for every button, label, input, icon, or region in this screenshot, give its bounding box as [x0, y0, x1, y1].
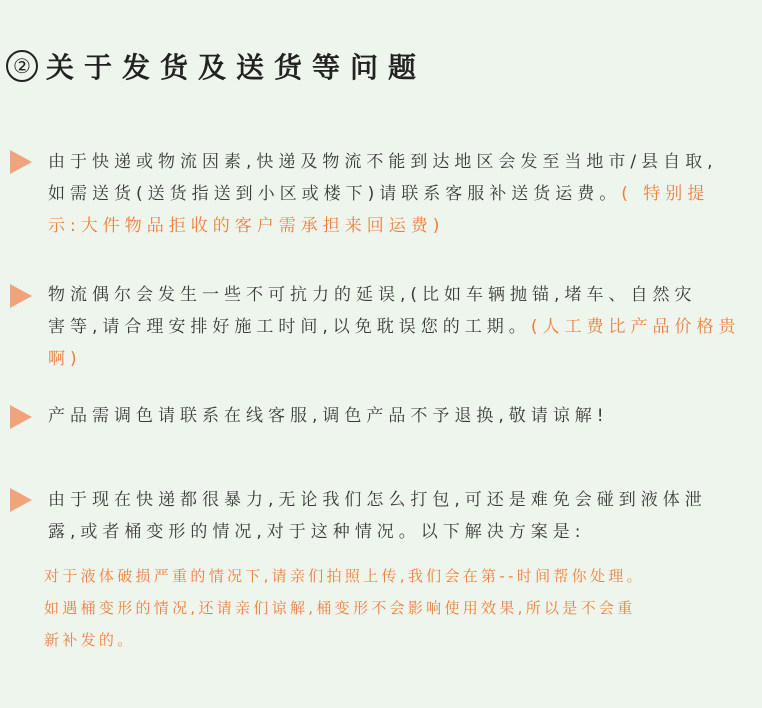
arrow-right-icon — [10, 150, 32, 174]
text-line: 如需送货(送货指送到小区或楼下)请联系客服补送货运费。( 特别提 — [48, 184, 710, 204]
highlight-text: ( 特别提 — [621, 184, 710, 204]
text-line: 物流偶尔会发生一些不可抗力的延误,(比如车辆抛锚,堵车、自然灾 — [48, 285, 697, 305]
text-line: 由于现在快递都很暴力,无论我们怎么打包,可还是难免会碰到液体泄 — [48, 490, 707, 510]
notice-item-4-note: 对于液体破损严重的情况下,请亲们拍照上传,我们会在第--时间帮你处理。 — [44, 567, 645, 585]
highlight-text: (人工费比产品价格贵 — [530, 317, 741, 337]
arrow-right-icon — [10, 488, 32, 512]
section-number: ② — [6, 50, 38, 82]
section-heading: 关于发货及送货等问题 — [46, 51, 427, 84]
text-line — [48, 210, 762, 242]
notice-item-4-text — [48, 484, 762, 548]
text-line: 害等,请合理安排好施工时间,以免耽误您的工期。(人工费比产品价格贵 — [48, 317, 741, 337]
text-line: 露,或者桶变形的情况,对于这种情况。以下解决方案是: — [48, 522, 586, 542]
arrow-right-icon — [10, 284, 32, 308]
notice-item-1-text — [48, 146, 762, 242]
highlight-text: 啊) — [48, 349, 82, 369]
text-line — [48, 343, 762, 375]
notice-item-4-note: 新补发的。 — [44, 631, 136, 649]
text-line: 产品需调色请联系在线客服,调色产品不予退换,敬请谅解! — [48, 406, 609, 426]
notice-item-4-note: 如遇桶变形的情况,还请亲们谅解,桶变形不会影响使用效果,所以是不会重 — [44, 599, 636, 617]
highlight-text: 示:大件物品拒收的客户需承担来回运费) — [48, 216, 445, 236]
notice-item-2-text — [48, 279, 762, 375]
arrow-right-icon — [10, 405, 32, 429]
section-title — [6, 44, 426, 88]
text-line: 由于快递或物流因素,快递及物流不能到达地区会发至当地市/县自取, — [48, 152, 718, 172]
notice-item-3-text — [48, 400, 762, 432]
